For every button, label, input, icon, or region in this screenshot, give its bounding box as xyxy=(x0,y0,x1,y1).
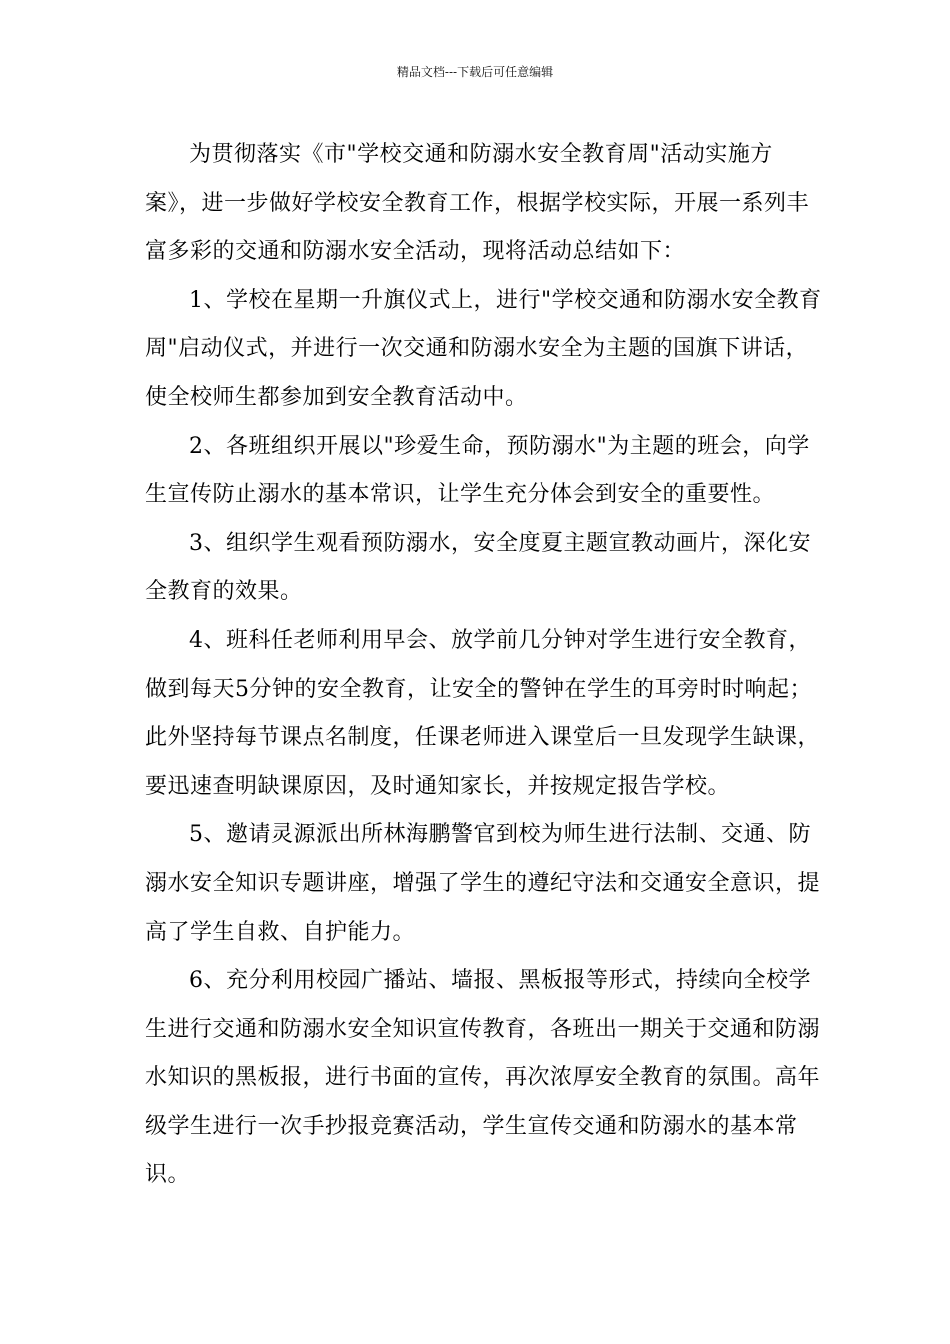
page-header: 精品文档---下载后可任意编辑 xyxy=(396,65,554,79)
intro-paragraph: 为贯彻落实《市"学校交通和防溺水安全教育周"活动实施方案》，进一步做好学校安全教育工作，根据学校实际，开展一系列丰富多彩的交通和防溺水安全活动，现将活动总结如下： xyxy=(145,142,810,265)
item-3-paragraph: 3、组织学生观看预防溺水，安全度夏主题宣教动画片，深化安全教育的效果。 xyxy=(145,530,811,605)
item-2-paragraph: 2、各班组织开展以"珍爱生命，预防溺水"为主题的班会，向学生宣传防止溺水的基本常识，让学生充分体会到安全的重要性。 xyxy=(145,433,810,508)
item-1-paragraph: 1、学校在星期一升旗仪式上，进行"学校交通和防溺水安全教育周"启动仪式，并进行一次交通和防溺水安全为主题的国旗下讲话，使全校师生都参加到安全教育活动中。 xyxy=(145,287,822,410)
document-body xyxy=(145,131,825,1200)
item-6-paragraph: 6、充分利用校园广播站、墙报、黑板报等形式，持续向全校学生进行交通和防溺水安全知识宣传教育，各班出一期关于交通和防溺水知识的黑板报，进行书面的宣传，再次浓厚安全教育的氛围。高年级学生进行一次手抄报竞赛活动，学生宣传交通和防溺水的基本常识。 xyxy=(145,968,821,1188)
item-5-paragraph: 5、邀请灵源派出所林海鹏警官到校为师生进行法制、交通、防溺水安全知识专题讲座，增强了学生的遵纪守法和交通安全意识，提高了学生自救、自护能力。 xyxy=(145,822,821,945)
item-4-paragraph: 4、班科任老师利用早会、放学前几分钟对学生进行安全教育，做到每天5分钟的安全教育，让安全的警钟在学生的耳旁时时响起；此外坚持每节课点名制度，任课老师进入课堂后一旦发现学生缺课，要迅速查明缺课原因，及时通知家长，并按规定报告学校。 xyxy=(145,627,821,799)
